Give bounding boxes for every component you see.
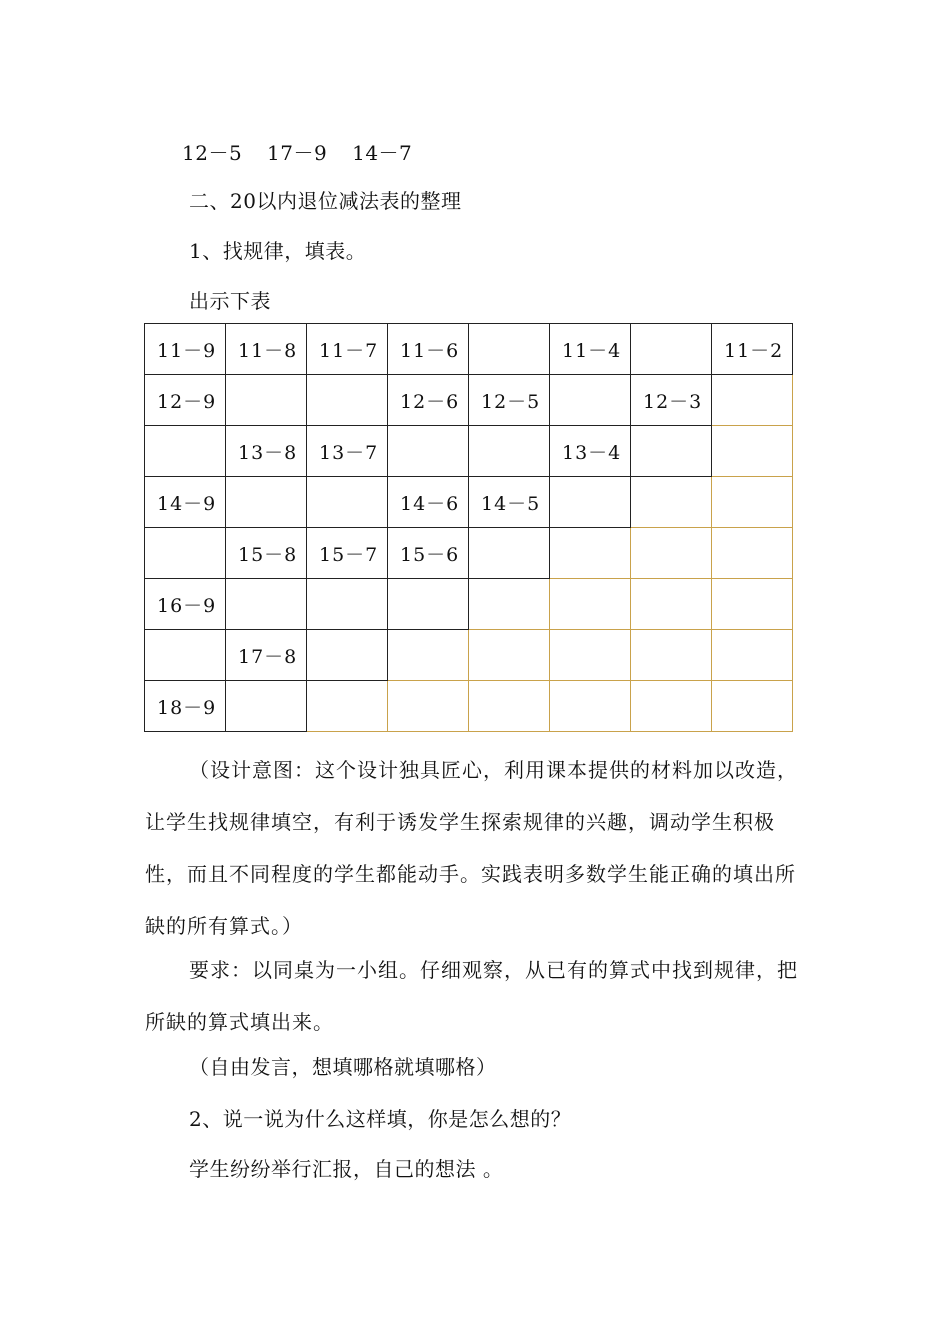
- table-cell: [388, 681, 469, 732]
- table-cell: [469, 426, 550, 477]
- table-cell: 11－6: [388, 324, 469, 375]
- table-cell: [307, 630, 388, 681]
- table-cell: [631, 324, 712, 375]
- table-cell: [550, 681, 631, 732]
- table-cell: 14－5: [469, 477, 550, 528]
- free-speech-note: （自由发言，想填哪格就填哪格）: [189, 1055, 497, 1079]
- intro-expressions: [182, 139, 412, 167]
- show-table-label: 出示下表: [189, 289, 271, 313]
- step-1-heading: 1、找规律，填表。: [189, 239, 367, 263]
- table-cell: 13－7: [307, 426, 388, 477]
- table-cell: [712, 477, 793, 528]
- expression-3: 14－7: [352, 141, 413, 165]
- table-cell: [712, 426, 793, 477]
- table-cell: 15－7: [307, 528, 388, 579]
- table-cell: [550, 579, 631, 630]
- table-cell: 15－6: [388, 528, 469, 579]
- table-cell: 15－8: [226, 528, 307, 579]
- table-cell: [469, 630, 550, 681]
- table-cell: [388, 426, 469, 477]
- table-cell: [550, 630, 631, 681]
- table-cell: 11－9: [145, 324, 226, 375]
- table-cell: [469, 528, 550, 579]
- table-cell: [145, 426, 226, 477]
- table-row: [145, 579, 793, 630]
- table-cell: [631, 426, 712, 477]
- table-cell: 11－4: [550, 324, 631, 375]
- table-cell: [226, 477, 307, 528]
- table-cell: [712, 528, 793, 579]
- section-title: 二、20以内退位减法表的整理: [189, 189, 462, 213]
- table-cell: [631, 528, 712, 579]
- table-cell: [388, 579, 469, 630]
- table-row: [145, 324, 793, 375]
- requirement: [145, 944, 805, 1048]
- table-cell: [469, 579, 550, 630]
- table-cell: [226, 681, 307, 732]
- table-cell: [550, 477, 631, 528]
- table-row: [145, 630, 793, 681]
- design-note-text: （设计意图：这个设计独具匠心，利用课本提供的材料加以改造，让学生找规律填空，有利于诱发学生探索规律的兴趣，调动学生积极性，而且不同程度的学生都能动手。实践表明多数学生能正确的填出所缺的所有算式。）: [145, 758, 798, 938]
- table-cell: [145, 630, 226, 681]
- table-cell: [307, 375, 388, 426]
- table-cell: 14－6: [388, 477, 469, 528]
- table-cell: 13－4: [550, 426, 631, 477]
- report-text: 学生纷纷举行汇报，自己的想法 。: [189, 1157, 504, 1181]
- table-cell: 17－8: [226, 630, 307, 681]
- requirement-text: 要求：以同桌为一小组。仔细观察，从已有的算式中找到规律，把所缺的算式填出来。: [145, 958, 798, 1034]
- table-cell: 13－8: [226, 426, 307, 477]
- table-cell: 12－6: [388, 375, 469, 426]
- table-cell: [631, 579, 712, 630]
- table-cell: [307, 681, 388, 732]
- expression-2: 17－9: [267, 141, 328, 165]
- table-cell: 18－9: [145, 681, 226, 732]
- table-cell: [550, 528, 631, 579]
- subtraction-table: [144, 323, 793, 732]
- table-cell: [712, 375, 793, 426]
- table-cell: 11－7: [307, 324, 388, 375]
- table-cell: 11－2: [712, 324, 793, 375]
- table-cell: [469, 681, 550, 732]
- table-cell: [469, 324, 550, 375]
- table-cell: [307, 477, 388, 528]
- table-cell: 11－8: [226, 324, 307, 375]
- table-cell: [307, 579, 388, 630]
- table-cell: [712, 630, 793, 681]
- design-note: [145, 744, 805, 952]
- table-cell: [550, 375, 631, 426]
- step-2-heading: 2、说一说为什么这样填，你是怎么想的？: [189, 1107, 572, 1131]
- table-cell: 12－5: [469, 375, 550, 426]
- table-cell: [226, 579, 307, 630]
- table-cell: 16－9: [145, 579, 226, 630]
- table-cell: [631, 681, 712, 732]
- table-cell: 14－9: [145, 477, 226, 528]
- table-cell: [388, 630, 469, 681]
- table-cell: [226, 375, 307, 426]
- table-row: [145, 681, 793, 732]
- table-cell: 12－9: [145, 375, 226, 426]
- table-cell: [631, 630, 712, 681]
- table-cell: [712, 681, 793, 732]
- expression-1: 12－5: [182, 141, 243, 165]
- table-cell: [145, 528, 226, 579]
- table-cell: [631, 477, 712, 528]
- table-row: [145, 426, 793, 477]
- table-row: [145, 375, 793, 426]
- table-row: [145, 528, 793, 579]
- table-row: [145, 477, 793, 528]
- table-cell: 12－3: [631, 375, 712, 426]
- table-cell: [712, 579, 793, 630]
